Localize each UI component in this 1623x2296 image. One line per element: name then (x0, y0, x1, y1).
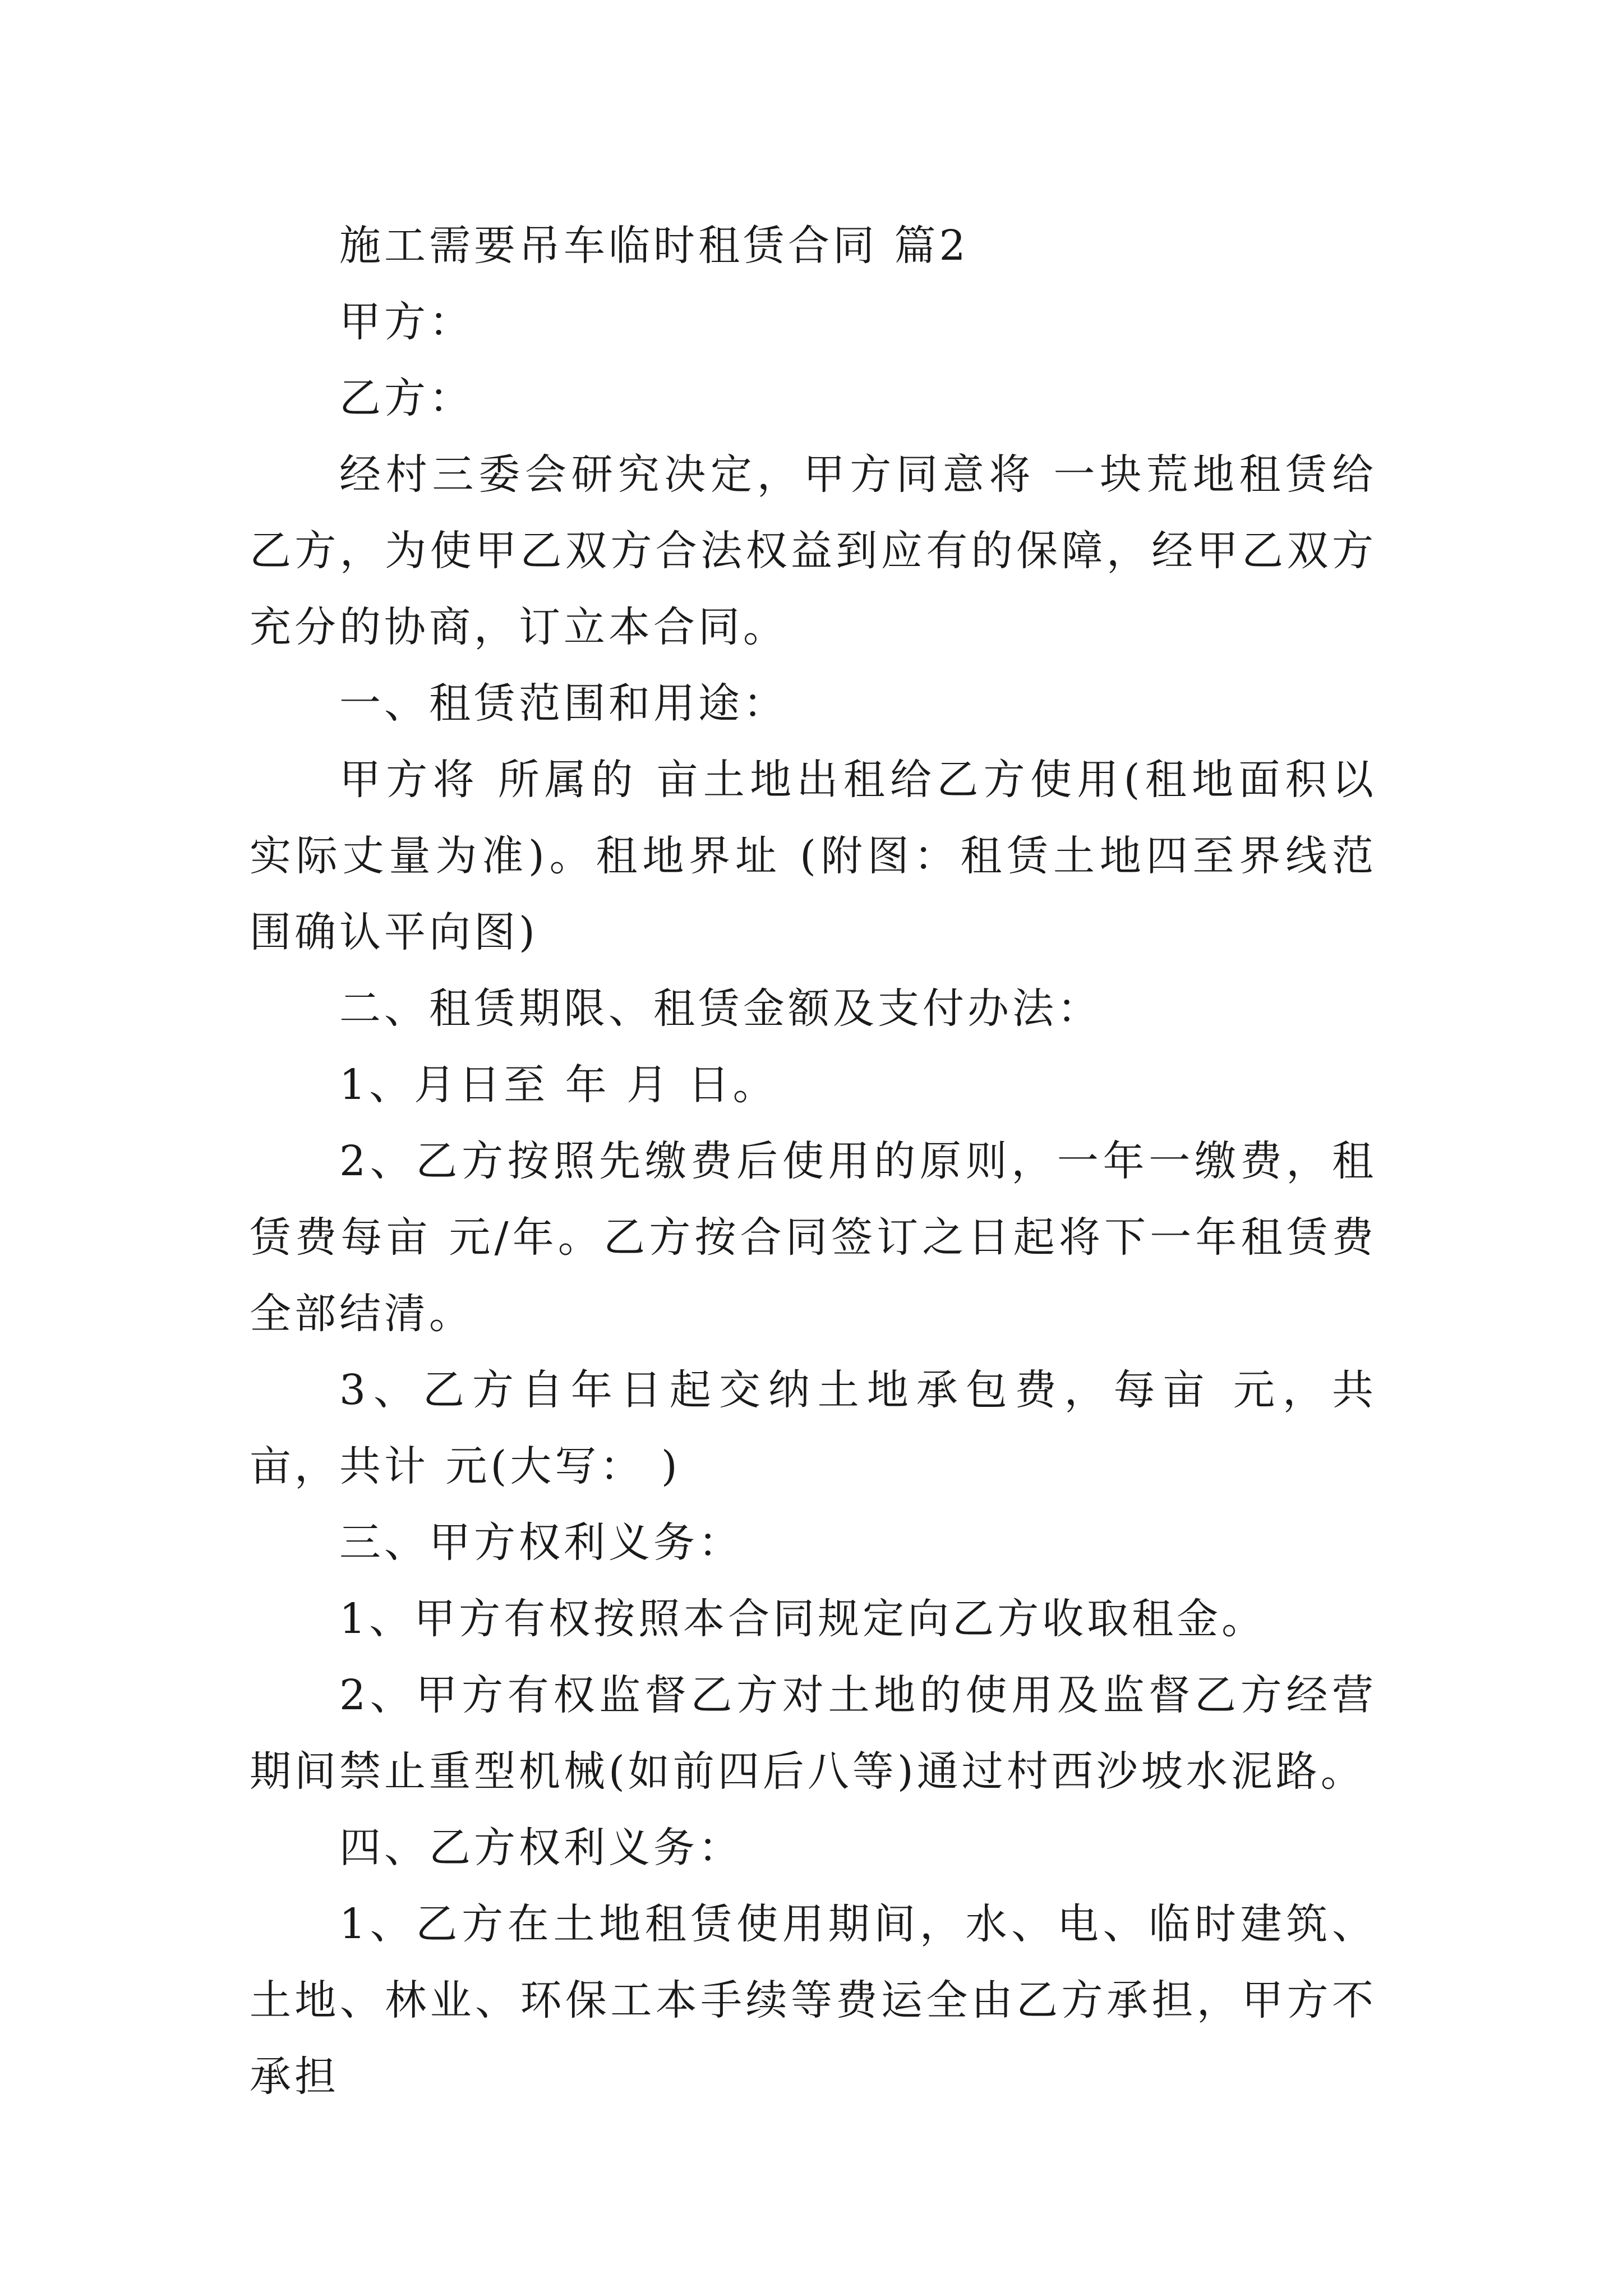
section-3-item-2: 2、甲方有权监督乙方对土地的使用及监督乙方经营期间禁止重型机械(如前四后八等)通过村西沙坡水泥路。 (250, 1671, 1377, 1796)
party-a-line: 甲方： (339, 298, 474, 346)
section-heading-1: 一、租赁范围和用途： (339, 679, 788, 728)
section-1-paragraph: 甲方将 所属的 亩土地出租给乙方使用(租地面积以实际丈量为准)。租地界址 (附图：租赁土地四至界线范围确认平向图) (250, 756, 1377, 956)
section-heading-2: 二、租赁期限、租赁金额及支付办法： (339, 984, 1102, 1033)
section-4-item-1: 1、乙方在土地租赁使用期间，水、电、临时建筑、土地、林业、环保工本手续等费运全由乙方承担，甲方不承担 (250, 1900, 1377, 2101)
party-b-line: 乙方： (339, 374, 474, 422)
section-3-item-1: 1、甲方有权按照本合同规定向乙方收取租金。 (339, 1595, 1267, 1643)
section-heading-3: 三、甲方权利义务： (339, 1519, 743, 1567)
preamble-paragraph: 经村三委会研究决定，甲方同意将 一块荒地租赁给乙方，为使甲乙双方合法权益到应有的保障，经甲乙双方充分的协商，订立本合同。 (250, 450, 1377, 651)
section-heading-4: 四、乙方权利义务： (339, 1824, 743, 1872)
section-2-item-1: 1、月日至 年 月 日。 (339, 1061, 778, 1109)
section-2-item-2: 2、乙方按照先缴费后使用的原则，一年一缴费，租赁费每亩 元/年。乙方按合同签订之日起将下一年租赁费全部结清。 (250, 1137, 1377, 1338)
document-body (250, 208, 1394, 2115)
document-title: 施工需要吊车临时租赁合同 篇2 (339, 222, 969, 270)
section-2-item-3: 3、乙方自年日起交纳土地承包费，每亩 元，共 亩，共计 元(大写： ) (250, 1366, 1394, 1490)
